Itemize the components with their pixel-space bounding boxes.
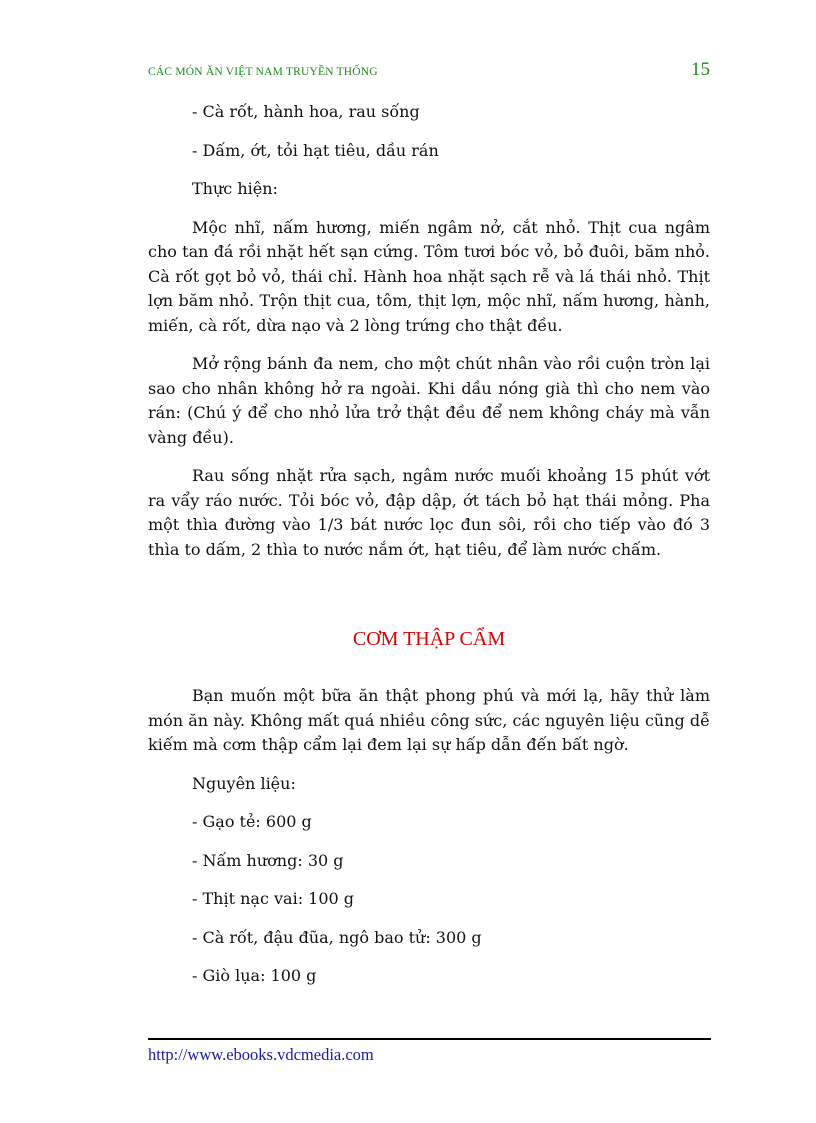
footer-divider	[148, 1038, 711, 1040]
steps-label: Thực hiện:	[192, 179, 278, 198]
ingredient-item: - Gạo tẻ: 600 g	[192, 812, 312, 831]
paragraph: Rau sống nhặt rửa sạch, ngâm nước muối khoảng 15 phút vớt ra vẩy ráo nước. Tỏi bóc vỏ, đập dập, ớt tách bỏ hạt thái mỏng. Pha một thìa đường vào 1/3 bát nước lọc đun sôi, rồi cho tiếp vào đó 3 thìa to dấm, 2 thìa to nước nắm ớt, hạt tiêu, để làm nước chấm.	[148, 466, 710, 559]
ingredient-item: - Giò lụa: 100 g	[192, 966, 317, 985]
footer-link[interactable]: http://www.ebooks.vdcmedia.com	[148, 1045, 374, 1064]
ingredient-item: - Thịt nạc vai: 100 g	[192, 889, 355, 908]
ingredient-line: - Dấm, ớt, tỏi hạt tiêu, dầu rán	[192, 140, 439, 160]
section-intro: Bạn muốn một bữa ăn thật phong phú và mới lạ, hãy thử làm món ăn này. Không mất quá nhiều công sức, các nguyên liệu cũng dễ kiếm mà cơm thập cẩm lại đem lại sự hấp dẫn đến bất ngờ.	[148, 686, 710, 754]
page-content	[148, 100, 710, 989]
paragraph: Mộc nhĩ, nấm hương, miến ngâm nở, cắt nhỏ. Thịt cua ngâm cho tan đá rồi nhặt hết sạn cứng. Tôm tươi bóc vỏ, bỏ đuôi, băm nhỏ. Cà rốt gọt bỏ vỏ, thái chỉ. Hành hoa nhặt sạch rễ và lá thái nhỏ. Thịt lợn băm nhỏ. Trộn thịt cua, tôm, thịt lợn, mộc nhĩ, nấm hương, hành, miến, cà rốt, dừa nạo và 2 lòng trứng cho thật đều.	[148, 217, 710, 335]
ingredients-label: Nguyên liệu:	[192, 773, 296, 793]
paragraph: Mở rộng bánh đa nem, cho một chút nhân vào rồi cuộn tròn lại sao cho nhân không hở ra ngoài. Khi dầu nóng già thì cho nem vào rán: (Chú ý để cho nhỏ lửa trở thật đều để nem không cháy mà vẫn vàng đều).	[148, 354, 710, 447]
ingredient-item: - Cà rốt, đậu đũa, ngô bao tử: 300 g	[192, 927, 482, 947]
page-number: 15	[691, 59, 710, 80]
book-title: CÁC MÓN ĂN VIỆT NAM TRUYỀN THỐNG	[148, 66, 378, 78]
section-title: CƠM THẬP CẨM	[352, 628, 506, 650]
ingredient-item: - Nấm hương: 30 g	[192, 850, 344, 870]
ingredient-line: - Cà rốt, hành hoa, rau sống	[192, 102, 420, 121]
